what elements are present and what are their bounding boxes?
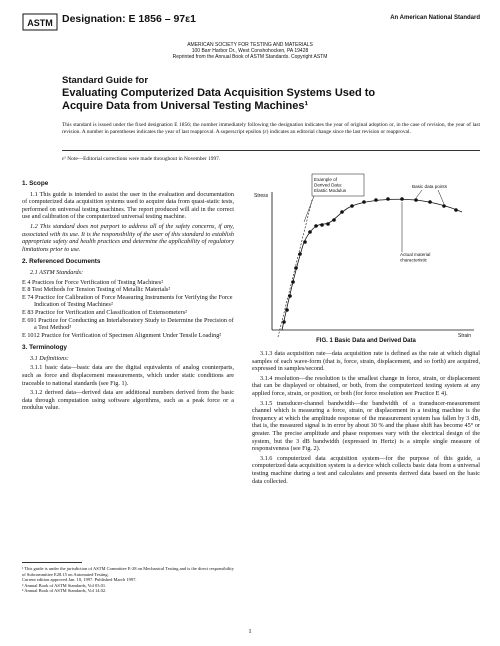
data-point — [454, 208, 458, 212]
astm-logo — [22, 12, 58, 32]
para-3-1-1: 3.1.1 basic data—basic data are the digital equivalents of analog counterparts, such as force and displacement measurements, which under static conditions are traceable to national standards (see Fig. 1). — [22, 364, 234, 387]
data-point — [350, 204, 354, 208]
footnote-edition: Current edition approved Jan. 10, 1997. Published March 1997. — [22, 577, 137, 583]
divider — [62, 150, 480, 151]
data-point — [332, 218, 336, 222]
data-points — [282, 197, 458, 324]
para-1-2: 1.2 This standard does not purport to address all of the safety concerns, if any, associated with its use. It is the responsibility of the user of this standard to establish appropriate safety and health practices and determine the applicability of regulatory limitations prior to use. — [22, 222, 234, 253]
para-3-1-5: 3.1.5 transducer-channel bandwidth—the bandwidth of a transducer-measurement channel which is measuring a force, strain, or displacement in a testing machine is the frequency at which the amplitude response of the measurement system has fallen by 3 dB, that is, the measured signal is in error by about 30 % and the phase shift has become 45° or greater. The precise amplitude and phase responses vary with the electrical design of the system, but the 3 dB bandwidth (expressed in Hertz) is a simple single measure of responsiveness (see Fig. 2). — [252, 399, 480, 453]
annotation-example: Example of Derived Data: Elastic Modulus — [314, 177, 347, 193]
data-point — [298, 252, 302, 256]
section-terminology-heading: 3. Terminology — [22, 344, 67, 352]
para-2-1: 2.1 ASTM Standards: — [30, 268, 84, 276]
data-point — [386, 197, 390, 201]
para-3-1: 3.1 Definitions: — [30, 354, 69, 362]
ref-item: E 1012 Practice for Verification of Specimen Alignment Under Tensile Loading² — [22, 331, 222, 339]
data-point — [314, 224, 318, 228]
section-referenced-docs-heading: 2. Referenced Documents — [22, 258, 101, 266]
ref-item: E 83 Practice for Verification and Classification of Extensometers² — [22, 308, 187, 316]
data-point — [320, 223, 324, 227]
data-point — [288, 294, 292, 298]
page-number: 1 — [248, 628, 252, 635]
designation: Designation: E 1856 – 97ε1 — [62, 13, 196, 25]
footnote-2: ² Annual Book of ASTM Standards, Vol 03.01. — [22, 582, 107, 588]
title-line-2: Evaluating Computerized Data Acquisition Systems Used to — [62, 87, 376, 99]
material-curve — [282, 199, 462, 330]
title-line-3: Acquire Data from Universal Testing Machines¹ — [62, 100, 309, 112]
data-point — [282, 320, 286, 324]
svg-text:ASTM: ASTM — [27, 18, 53, 28]
para-3-1-6: 3.1.6 computerized data acquisition system—for the purpose of this guide, a computerized data acquisition system is a device which collects basic data from a universal testing machine during a test and calculates and presents derived data based on the basic data collected. — [252, 454, 480, 485]
footnotes — [22, 566, 234, 594]
data-point — [291, 280, 295, 284]
x-axis-label: Strain — [458, 333, 472, 337]
data-point — [414, 198, 418, 202]
society-block — [0, 42, 500, 60]
para-1-1: 1.1 This guide is intended to assist the user in the evaluation and documentation of computerized data acquisition systems used to acquire data from quasi-static tests, performed on universal testing machines. The report produced will aid in the correct use and calibration of the computerized universal testing machine. — [22, 190, 234, 221]
issuance-note: This standard is issued under the fixed designation E 1856; the number immediately following the designation indicates the year of original adoption or, in the case of revision, the year of last revision. A number in parentheses indicates the year of last reapproval. A superscript epsilon (ε) indicates an editorial change since the last revision or reapproval. — [62, 122, 480, 135]
data-point — [442, 204, 446, 208]
annotation-example-leader — [304, 196, 314, 222]
ref-item: E 8 Test Methods for Tension Testing of Metallic Materials² — [22, 286, 171, 294]
title-line-1: Standard Guide for — [62, 75, 149, 86]
society-address: 100 Barr Harbor Dr., West Conshohocken, PA 19428 — [191, 48, 309, 54]
section-scope-heading: 1. Scope — [22, 180, 49, 187]
para-3-1-3: 3.1.3 data acquisition rate—data acquisition rate is defined as the rate at which digital samples of each wave-form (that is, force, strain, displacement, and so forth) are acquired, expressed in samples/second. — [252, 350, 480, 373]
annotation-basic: Basic data points — [412, 184, 447, 189]
data-point — [400, 197, 404, 201]
left-column — [22, 175, 234, 414]
para-3-1-2: 3.1.2 derived data—derived data are additional numbers derived from the basic data through computation using software algorithms, such as a peak force or a modulus value. — [22, 389, 234, 412]
footnote-rule — [22, 562, 82, 563]
ref-item: E 4 Practices for Force Verification of Testing Machines² — [22, 278, 164, 286]
figure-1 — [252, 172, 480, 337]
society-name: AMERICAN SOCIETY FOR TESTING AND MATERIALS — [187, 42, 313, 48]
data-point — [340, 210, 344, 214]
reprint-notice: Reprinted from the Annual Book of ASTM Standards. Copyright ASTM — [172, 54, 328, 60]
footnote-3: ³ Annual Book of ASTM Standards, Vol 14.02. — [22, 588, 107, 594]
annotation-actual: Actual material characteristic — [400, 252, 431, 263]
standard-type: An American National Standard — [390, 15, 480, 21]
data-point — [308, 230, 312, 234]
footnote-1: ¹ This guide is under the jurisdiction of ASTM Committee E-28 on Mechanical Testing and is the direct responsibility of Subcommittee E28.15 on Automated Testing. — [22, 566, 234, 577]
figure-caption: FIG. 1 Basic Data and Derived Data — [316, 338, 416, 344]
annotation-basic-leader — [416, 190, 422, 198]
document-title — [62, 75, 375, 113]
annotation-basic-leader — [438, 190, 444, 204]
data-point — [428, 200, 432, 204]
epsilon-note: ε¹ Note—Editorial corrections were made throughout in November 1997. — [62, 156, 221, 162]
para-3-1-4: 3.1.4 resolution—the resolution is the smallest change in force, strain, or displacement that can be displayed or obtained, or both, from the computerized testing system at any applied force, strain, or position, or both (for force resolution see Practice E 4). — [252, 374, 480, 397]
data-point — [303, 240, 307, 244]
data-point — [326, 222, 330, 226]
ref-item: E 691 Practice for Conducting an Interlaboratory Study to Determine the Precision of a Test Method³ — [22, 316, 234, 332]
y-axis-label: Stress — [254, 193, 269, 199]
right-column — [252, 350, 480, 487]
data-point — [285, 308, 289, 312]
data-point — [374, 198, 378, 202]
data-point — [294, 266, 298, 270]
ref-item: E 74 Practice for Calibration of Force Measuring Instruments for Verifying the Force Indication of Testing Machines² — [22, 293, 233, 309]
data-point — [362, 200, 366, 204]
